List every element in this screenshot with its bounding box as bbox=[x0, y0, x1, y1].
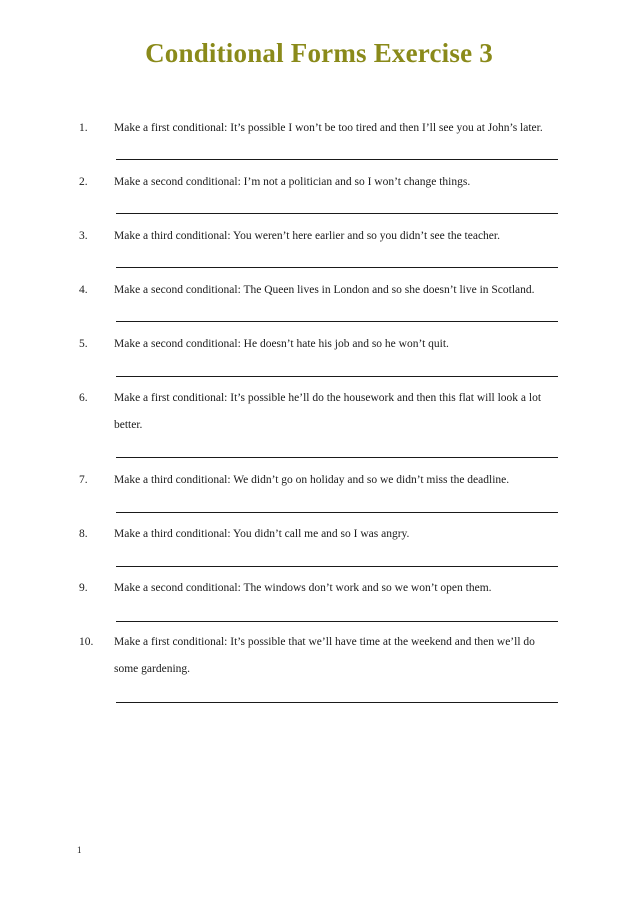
answer-line-8[interactable] bbox=[116, 566, 558, 567]
question-text-line1: Make a first conditional: It’s possible I won’t be too tired and then I’ll see you at John’s later. bbox=[114, 122, 543, 134]
answer-line-4[interactable] bbox=[116, 321, 558, 322]
question-text-line1: Make a first conditional: It’s possible he’ll do the housework and then this flat will look a lot bbox=[114, 392, 542, 404]
question-text bbox=[114, 521, 564, 548]
question-text-line2: better. bbox=[114, 419, 143, 431]
question-number: 5. bbox=[79, 338, 88, 350]
question-text bbox=[114, 575, 564, 602]
answer-line-10[interactable] bbox=[116, 702, 558, 703]
answer-line-6[interactable] bbox=[116, 457, 558, 458]
question-text-line1: Make a second conditional: The windows don’t work and so we won’t open them. bbox=[114, 582, 492, 594]
question-text bbox=[114, 385, 564, 439]
question-text-line1: Make a first conditional: It’s possible that we’ll have time at the weekend and then we’ll do bbox=[114, 636, 535, 648]
question-text bbox=[114, 115, 564, 142]
answer-line-3[interactable] bbox=[116, 267, 558, 268]
question-number: 4. bbox=[79, 284, 88, 296]
question-number: 8. bbox=[79, 528, 88, 540]
question-text bbox=[114, 467, 564, 494]
question-text-line1: Make a third conditional: You weren’t here earlier and so you didn’t see the teacher. bbox=[114, 230, 500, 242]
question-text-line1: Make a second conditional: He doesn’t hate his job and so he won’t quit. bbox=[114, 338, 449, 350]
question-text-line1: Make a second conditional: I’m not a politician and so I won’t change things. bbox=[114, 176, 471, 188]
question-text-line2: some gardening. bbox=[114, 663, 191, 675]
question-number: 3. bbox=[79, 230, 88, 242]
question-text bbox=[114, 223, 564, 250]
question-text bbox=[114, 629, 564, 683]
question-text bbox=[114, 331, 564, 358]
answer-line-2[interactable] bbox=[116, 213, 558, 214]
question-text-line1: Make a third conditional: You didn’t call me and so I was angry. bbox=[114, 528, 410, 540]
page-title: Conditional Forms Exercise 3 bbox=[145, 38, 493, 68]
page-number: 1 bbox=[77, 845, 82, 855]
question-number: 10. bbox=[79, 636, 94, 648]
question-number: 6. bbox=[79, 392, 88, 404]
answer-line-5[interactable] bbox=[116, 376, 558, 377]
answer-line-1[interactable] bbox=[116, 159, 558, 160]
question-number: 1. bbox=[79, 122, 88, 134]
question-number: 7. bbox=[79, 474, 88, 486]
question-number: 9. bbox=[79, 582, 88, 594]
question-number: 2. bbox=[79, 176, 88, 188]
question-text bbox=[114, 277, 564, 304]
answer-line-9[interactable] bbox=[116, 621, 558, 622]
question-text bbox=[114, 169, 564, 196]
answer-line-7[interactable] bbox=[116, 512, 558, 513]
question-text-line1: Make a third conditional: We didn’t go on holiday and so we didn’t miss the deadline. bbox=[114, 474, 510, 486]
question-text-line1: Make a second conditional: The Queen lives in London and so she doesn’t live in Scotland. bbox=[114, 284, 535, 296]
